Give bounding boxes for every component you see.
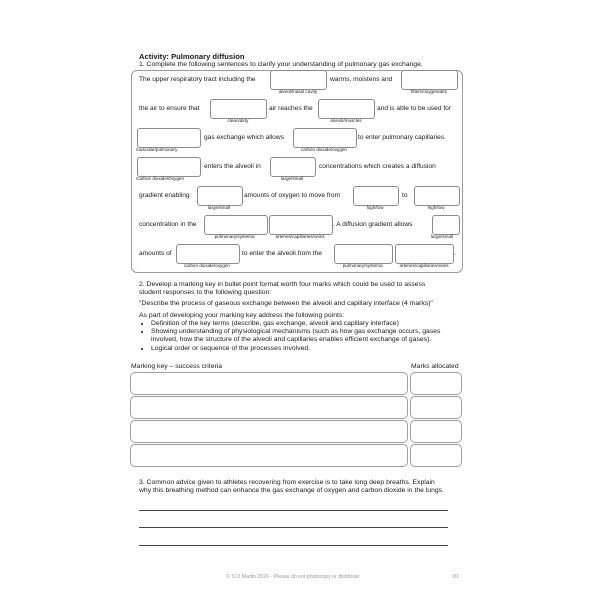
answer-box[interactable] xyxy=(137,157,201,177)
q2-points-intro: As part of developing your marking key address the following points: xyxy=(139,312,345,319)
marks-field[interactable] xyxy=(410,444,462,467)
marks-field[interactable] xyxy=(410,396,462,419)
option-label: muscular/pulmonary xyxy=(136,147,178,152)
sentence-text: . xyxy=(454,250,456,257)
sentence-text: air reaches the xyxy=(269,105,313,112)
sentence-text: amounts of oxygen to move from xyxy=(244,192,341,199)
sentence-text: gas exchange which allows xyxy=(204,134,284,141)
answer-box[interactable] xyxy=(176,244,240,264)
option-label: high/low xyxy=(427,205,445,210)
marks-field[interactable] xyxy=(410,420,462,443)
sentence-text: The upper respiratory tract including the xyxy=(139,76,256,83)
page-number: 81 xyxy=(453,574,459,580)
criteria-field[interactable] xyxy=(130,372,408,395)
q2-instruction: 2. Develop a marking key in bullet point format worth four marks which could be used to assess xyxy=(139,281,426,288)
sentence-text: to enter the alveoli from the xyxy=(242,250,322,257)
criteria-field[interactable] xyxy=(130,444,408,467)
option-label: pulmonary/systemic xyxy=(214,234,256,239)
sentence-text: enters the alveoli in xyxy=(204,163,261,170)
answer-line[interactable] xyxy=(139,545,448,546)
option-label: arteries/capillaries/veins xyxy=(399,263,449,268)
answer-box[interactable] xyxy=(432,215,460,235)
sentence-text: concentrations which creates a diffusion xyxy=(319,163,436,170)
q1-instruction: 1. Complete the following sentences to clarify your understanding of pulmonary gas exchange. xyxy=(139,61,423,68)
option-label: filters/oxygenates xyxy=(411,89,447,94)
activity-title: Activity: Pulmonary diffusion xyxy=(139,52,245,61)
sentence-text: warms, moistens and xyxy=(330,76,393,83)
q3-text: 3. Common advice given to athletes recovering from exercise is to take long deep breaths. Explain xyxy=(139,479,435,486)
answer-box[interactable] xyxy=(318,99,375,119)
option-label: alveoli/nasal cavity xyxy=(278,89,318,94)
option-label: large/small xyxy=(430,234,454,239)
option-label: large/small xyxy=(280,176,304,181)
marks-header: Marks allocated xyxy=(411,363,459,370)
sentence-text: and is able to be used for xyxy=(377,105,452,112)
criteria-field[interactable] xyxy=(130,396,408,419)
q2-instruction: student responses to the following question: xyxy=(139,289,272,296)
option-label: high/low xyxy=(366,205,384,210)
answer-box[interactable] xyxy=(334,244,393,264)
option-label: large/small xyxy=(207,205,231,210)
q3-text: why this breathing method can enhance the gas exchange of oxygen and carbon dioxide in the lungs. xyxy=(139,487,444,494)
marks-field[interactable] xyxy=(410,372,462,395)
option-label: Carbon dioxide/Oxygen xyxy=(136,176,185,181)
answer-line[interactable] xyxy=(139,527,448,528)
answer-box[interactable] xyxy=(204,215,268,235)
option-label: clean/dirty xyxy=(227,118,249,123)
bullet-text: involved, how the structure of the alveoli and capillaries enables efficient exchange of gases). xyxy=(151,336,432,344)
answer-box[interactable] xyxy=(395,244,454,264)
criteria-header: Marking key – success criteria xyxy=(131,363,223,370)
option-label: carbon dioxide/oxygen xyxy=(301,147,347,152)
sentence-text: to xyxy=(402,192,408,199)
option-label: arteries/capillaries/veins xyxy=(275,234,325,239)
q2-question: "Describe the process of gaseous exchange between the alveoli and capillary interface (4 marks)" xyxy=(139,300,433,307)
sentence-text: to enter pulmonary capillaries. xyxy=(358,134,446,141)
answer-box[interactable] xyxy=(270,157,316,177)
bullet-item: • Logical order or sequence of the processes involved. xyxy=(151,345,481,353)
answer-box[interactable] xyxy=(197,186,243,206)
sentence-text: concentration in the xyxy=(139,221,197,228)
bullet-item xyxy=(151,328,481,344)
answer-box[interactable] xyxy=(293,128,357,148)
sentence-text: the air to ensure that xyxy=(139,105,200,112)
answer-box[interactable] xyxy=(270,70,327,90)
answer-box[interactable] xyxy=(269,215,333,235)
answer-box[interactable] xyxy=(210,99,267,119)
answer-box[interactable] xyxy=(414,186,460,206)
footer-copyright: © S O Martin 2026 - Please do not photocopy or distribute xyxy=(226,574,360,580)
option-label: pulmonary/systemic xyxy=(342,263,384,268)
option-label: carbon dioxide/oxygen xyxy=(184,263,230,268)
answer-box[interactable] xyxy=(137,128,201,148)
bullet-text: Showing understanding of physiological mechanisms (such as how gas exchange occurs, gases xyxy=(151,328,441,336)
sentence-text: gradient enabling xyxy=(139,192,190,199)
q2-bullet-list xyxy=(139,320,481,353)
sentence-text: amounts of xyxy=(139,250,172,257)
bullet-item: • Definition of the key terms (describe, gas exchange, alveoli and capillary interface) xyxy=(151,320,481,328)
answer-box[interactable] xyxy=(401,70,458,90)
answer-box[interactable] xyxy=(353,186,399,206)
option-label: alveoli/muscles xyxy=(330,118,362,123)
sentence-text: . A diffusion gradient allows xyxy=(333,221,413,228)
criteria-field[interactable] xyxy=(130,420,408,443)
answer-line[interactable] xyxy=(139,510,448,511)
